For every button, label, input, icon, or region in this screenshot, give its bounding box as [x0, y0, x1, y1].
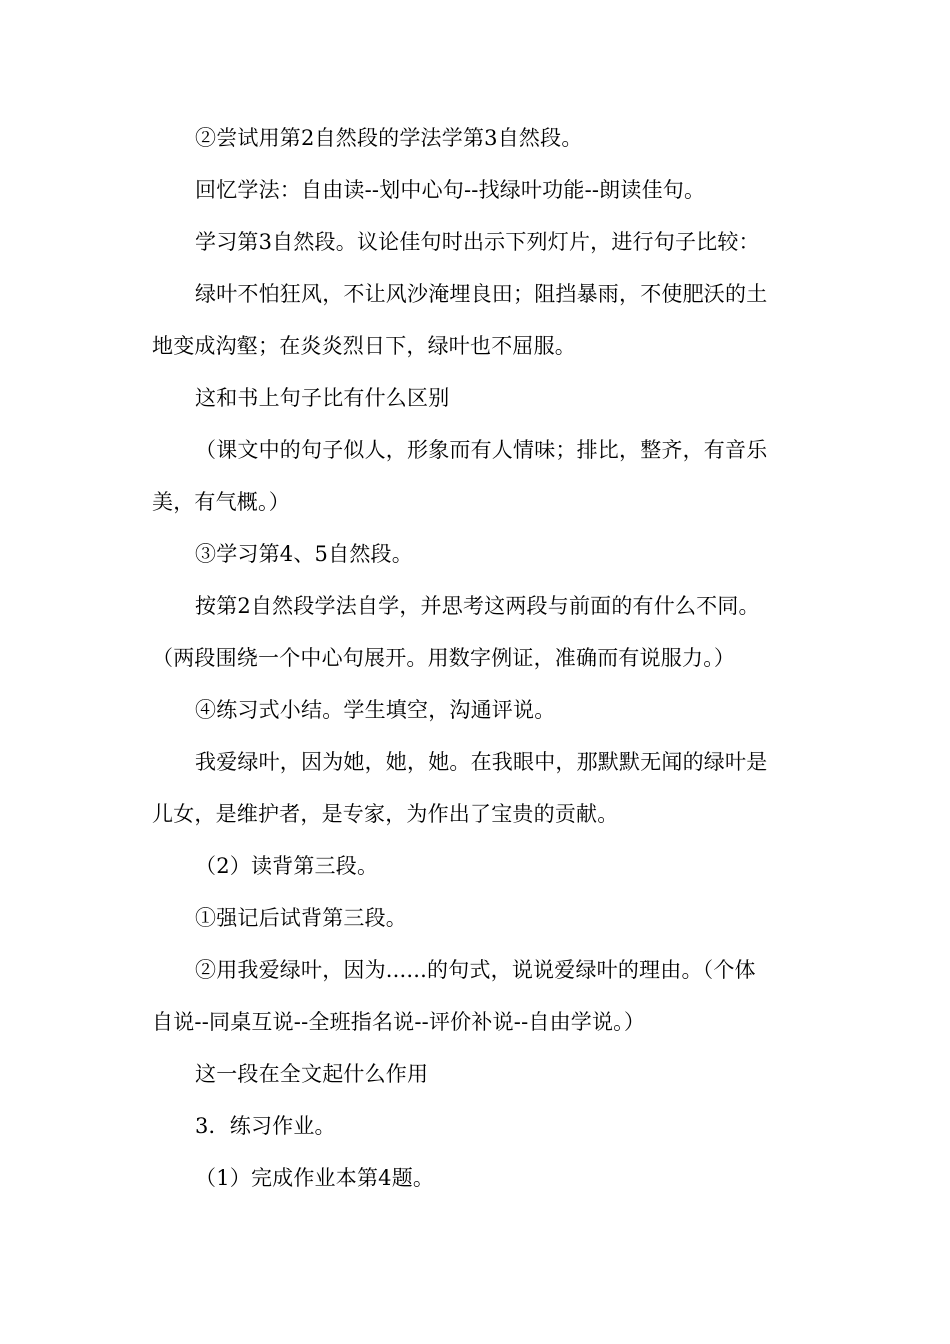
- document-body: [152, 112, 800, 1204]
- paragraph-line: ②尝试用第2自然段的学法学第3自然段。: [195, 126, 583, 150]
- paragraph-line: ④练习式小结。学生填空，沟通评说。: [195, 698, 556, 722]
- paragraph-line: 地变成沟壑；在炎炎烈日下，绿叶也不屈服。: [152, 334, 576, 358]
- paragraph-line: （课文中的句子似人，形象而有人情味；排比，整齐，有音乐: [195, 438, 768, 462]
- paragraph-line: 绿叶不怕狂风，不让风沙淹埋良田；阻挡暴雨，不使肥沃的土: [195, 282, 768, 306]
- paragraph-line: 我爱绿叶，因为她，她，她。在我眼中，那默默无闻的绿叶是: [195, 750, 768, 774]
- paragraph-line: 回忆学法：自由读--划中心句--找绿叶功能--朗读佳句。: [195, 178, 706, 202]
- paragraph-line: （两段围绕一个中心句展开。用数字例证，准确而有说服力。）: [152, 646, 736, 670]
- paragraph-line: ③学习第4、5自然段。: [195, 542, 413, 566]
- paragraph-line: 美，有气概。）: [152, 490, 290, 514]
- paragraph-line: （2）读背第三段。: [195, 854, 379, 878]
- paragraph-line: 儿女，是维护者，是专家，为作出了宝贵的贡献。: [152, 802, 619, 826]
- paragraph-line: ②用我爱绿叶，因为......的句式，说说爱绿叶的理由。（个体: [195, 958, 756, 982]
- paragraph-line: 这和书上句子比有什么区别: [195, 386, 450, 410]
- paragraph-line: ①强记后试背第三段。: [195, 906, 407, 930]
- paragraph-line: 自说--同桌互说--全班指名说--评价补说--自由学说。）: [152, 1010, 646, 1034]
- paragraph-line: 这一段在全文起什么作用: [195, 1062, 429, 1086]
- paragraph-line: 按第2自然段学法自学，并思考这两段与前面的有什么不同。: [195, 594, 760, 618]
- paragraph-line: 学习第3自然段。议论佳句时出示下列灯片，进行句子比较：: [195, 230, 760, 254]
- paragraph-line: 3．练习作业。: [195, 1114, 336, 1138]
- paragraph-line: （1）完成作业本第4题。: [195, 1166, 435, 1190]
